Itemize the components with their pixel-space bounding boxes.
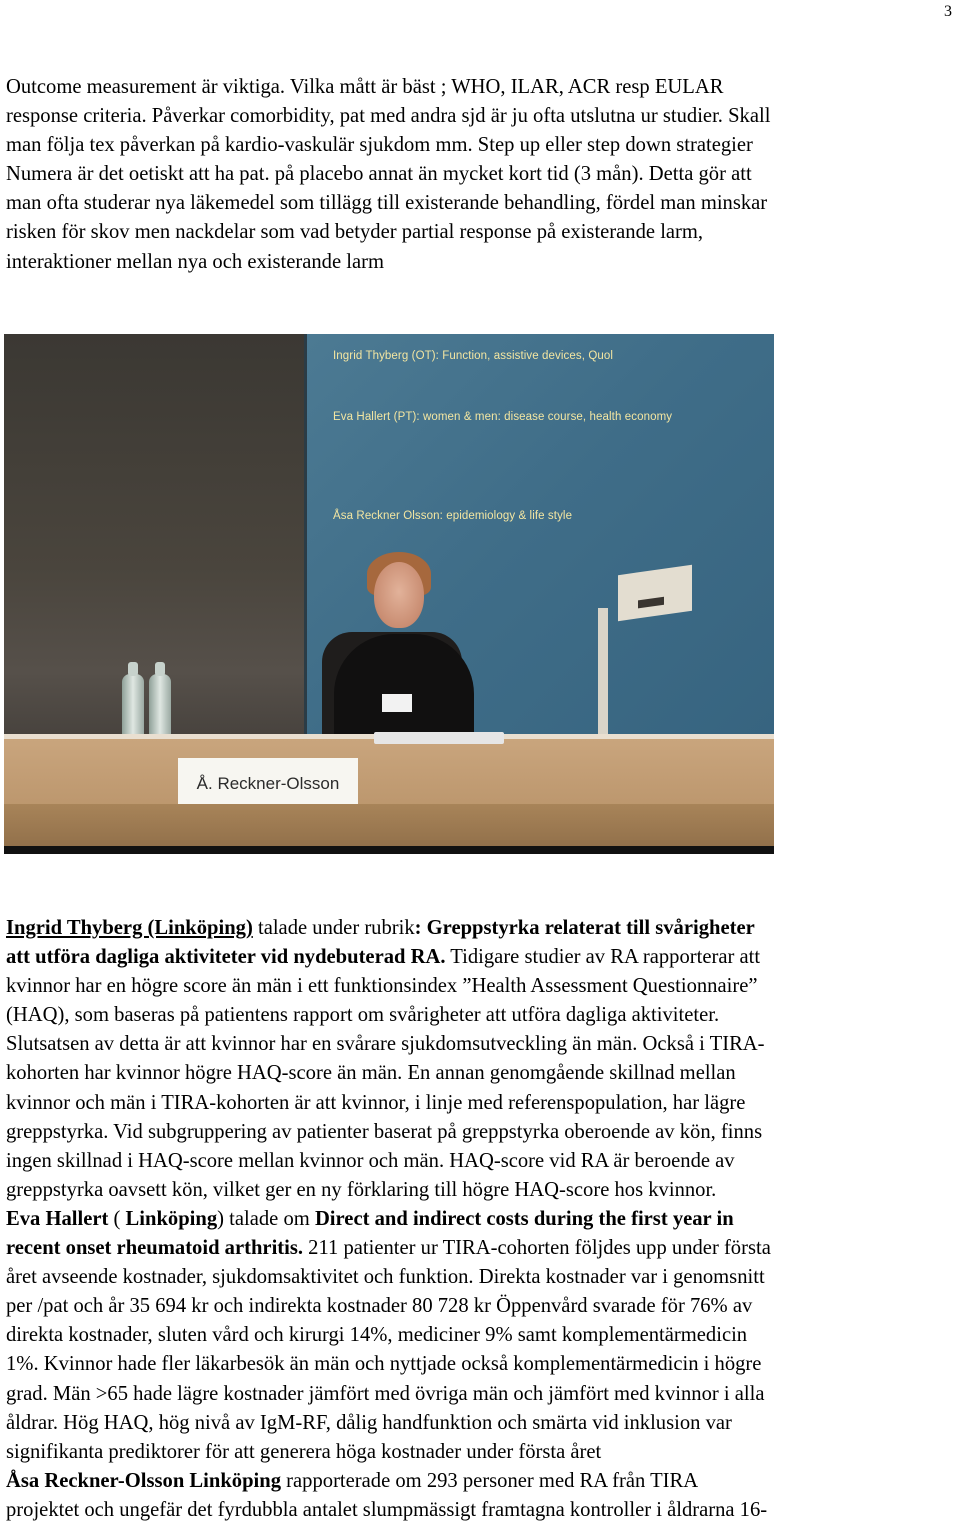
body-line: Eva Hallert ( Linköping) talade om Direct and indirect costs during the first year in <box>6 1207 734 1230</box>
body-line: greppstyrka. Vid subgruppering av patienter baserat på greppstyrka oberoende av kön, finns <box>6 1120 763 1143</box>
intro-line: Outcome measurement är viktiga. Vilka mått är bäst ; WHO, ILAR, ACR resp EULAR <box>6 76 724 98</box>
speaker-nameplate: Å. Reckner-Olsson <box>178 758 358 810</box>
body-line: projektet och ungefär det fyrdubbla antalet slumpmässigt framtagna kontroller i åldrarna 16- <box>6 1498 768 1521</box>
talk-title-thyberg: : Greppstyrka relaterat till svårigheter <box>414 917 755 939</box>
speaker-head <box>374 562 424 628</box>
body-line: kohorten har kvinnor högre HAQ-score än män. En annan genomgående skillnad mellan <box>6 1062 736 1085</box>
speaker-name-reckner: Åsa Reckner-Olsson Linköping <box>6 1469 282 1492</box>
body-line: ingen skillnad i HAQ-score mellan kvinnor och män. HAQ-score vid RA är beroende av <box>6 1149 735 1172</box>
conference-photo <box>4 334 774 854</box>
intro-paragraph <box>6 73 954 277</box>
body-line: greppstyrka oavsett kön, vilket ger en ny förklaring till högre HAQ-score hos kvinnor. <box>6 1178 717 1201</box>
body-line: per /pat och år 35 694 kr och indirekta kostnader 80 728 kr Öppenvård svarade för 76% av <box>6 1295 753 1318</box>
slide-line-hallert: Eva Hallert (PT): women & men: disease course, health economy <box>333 411 673 423</box>
name-badge <box>382 694 412 712</box>
report-paragraph <box>6 914 954 1525</box>
intro-line: man ofta studerar nya läkemedel som tillägg till existerande behandling, fördel man minskar <box>6 192 768 215</box>
intro-line: man följa tex påverkan på kardio-vaskulär sjukdom mm. Step up eller step down strategier <box>6 134 753 157</box>
speaker-name-hallert: Eva Hallert <box>6 1207 109 1230</box>
talk-title-hallert: Direct and indirect costs during the first year in <box>314 1207 734 1230</box>
laptop <box>374 732 504 744</box>
intro-line: Numera är det oetiskt att ha pat. på placebo annat än mycket kort tid (3 mån). Detta gör att <box>6 163 752 186</box>
body-line: att utföra dagliga aktiviteter vid nydebuterad RA. Tidigare studier av RA rapporterar att <box>6 946 761 969</box>
body-line: åldrar. Hög HAQ, hög nivå av IgM-RF, dålig handfunktion och smärta vid inklusion var <box>6 1411 732 1434</box>
body-line: grad. Män >65 hade lägre kostnader jämfört med övriga män och jämfört med kvinnor i alla <box>6 1382 765 1405</box>
body-line: Ingrid Thyberg (Linköping) talade under rubrik: Greppstyrka relaterat till svårigheter <box>6 917 755 939</box>
intro-line: response criteria. Påverkar comorbidity, pat med andra sjd är ju ofta utslutna ur studier. Skall <box>6 105 771 128</box>
speaker-name-thyberg: Ingrid Thyberg (Linköping) <box>6 917 253 939</box>
body-line: 1%. Kvinnor hade fler läkarbesök än män och nyttjade också komplementärmedicin i högre <box>6 1353 762 1376</box>
intro-line: interaktioner mellan nya och existerande larm <box>6 250 384 273</box>
body-line: Åsa Reckner-Olsson Linköping rapporterade om 293 personer med RA från TIRA <box>6 1469 699 1492</box>
body-line: året avseende kostnader, sjukdomsaktivitet och funktion. Direkta kostnader var i genomsnitt <box>6 1266 765 1289</box>
intro-line: risken för skov men nackdelar som vad betyder partial response på existerande larm, <box>6 221 704 244</box>
body-line: kvinnor har en högre score än män i ett funktionsindex ”Health Assessment Questionnaire” <box>6 975 758 998</box>
slide-line-reckner: Åsa Reckner Olsson: epidemiology & life style <box>333 510 573 522</box>
body-line: signifikanta prediktorer för att generera höga kostnader under första året <box>6 1440 602 1463</box>
body-line: direkta kostnader, sluten vård och kirurgi 14%, mediciner 9% samt komplementärmedicin <box>6 1324 748 1347</box>
body-line: Slutsatsen av detta är att kvinnor har en svårare sjukdomsutveckling än män. Också i TIRA- <box>6 1033 765 1056</box>
page-number: 3 <box>944 3 952 20</box>
slide-line-thyberg: Ingrid Thyberg (OT): Function, assistive devices, Quol <box>333 350 614 362</box>
body-line: kvinnor och män i TIRA-kohorten är att kvinnor, i linje med referenspopulation, har lägre <box>6 1091 746 1114</box>
body-line: (HAQ), som baseras på patientens rapport om svårigheter att utföra dagliga aktiviteter. <box>6 1004 720 1027</box>
body-line: recent onset rheumatoid arthritis. 211 patienter ur TIRA-cohorten följdes upp under första <box>6 1237 771 1260</box>
